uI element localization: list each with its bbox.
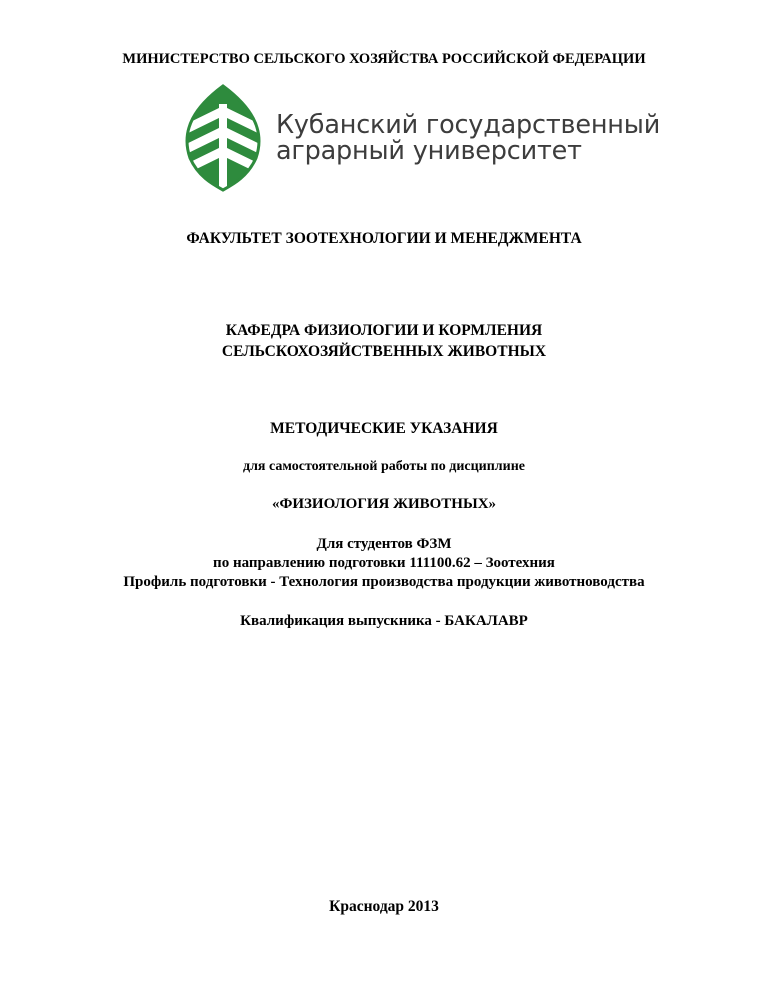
university-name-line1: Кубанский государственный — [276, 110, 661, 140]
faculty-heading: ФАКУЛЬТЕТ ЗООТЕХНОЛОГИИ И МЕНЕДЖМЕНТА — [186, 230, 582, 247]
audience-profile: Профиль подготовки - Технология производства продукции животноводства — [123, 574, 645, 590]
city-year: Краснодар 2013 — [329, 898, 439, 915]
document-type: МЕТОДИЧЕСКИЕ УКАЗАНИЯ — [270, 420, 498, 437]
document-purpose: для самостоятельной работы по дисциплине — [243, 459, 525, 474]
qualification: Квалификация выпускника - БАКАЛАВР — [240, 613, 528, 629]
discipline-title: «ФИЗИОЛОГИЯ ЖИВОТНЫХ» — [271, 496, 497, 512]
audience-students: Для студентов ФЗМ — [316, 536, 452, 552]
kubsau-leaf-logo-icon — [178, 84, 268, 192]
department-line1: КАФЕДРА ФИЗИОЛОГИИ И КОРМЛЕНИЯ — [225, 322, 543, 339]
audience-direction: по направлению подготовки 111100.62 – Зоотехния — [213, 555, 555, 571]
university-name-line2: аграрный университет — [276, 136, 582, 166]
department-line2: СЕЛЬСКОХОЗЯЙСТВЕННЫХ ЖИВОТНЫХ — [221, 343, 547, 360]
ministry-heading: МИНИСТЕРСТВО СЕЛЬСКОГО ХОЗЯЙСТВА РОССИЙСКОЙ ФЕДЕРАЦИИ — [122, 51, 646, 67]
